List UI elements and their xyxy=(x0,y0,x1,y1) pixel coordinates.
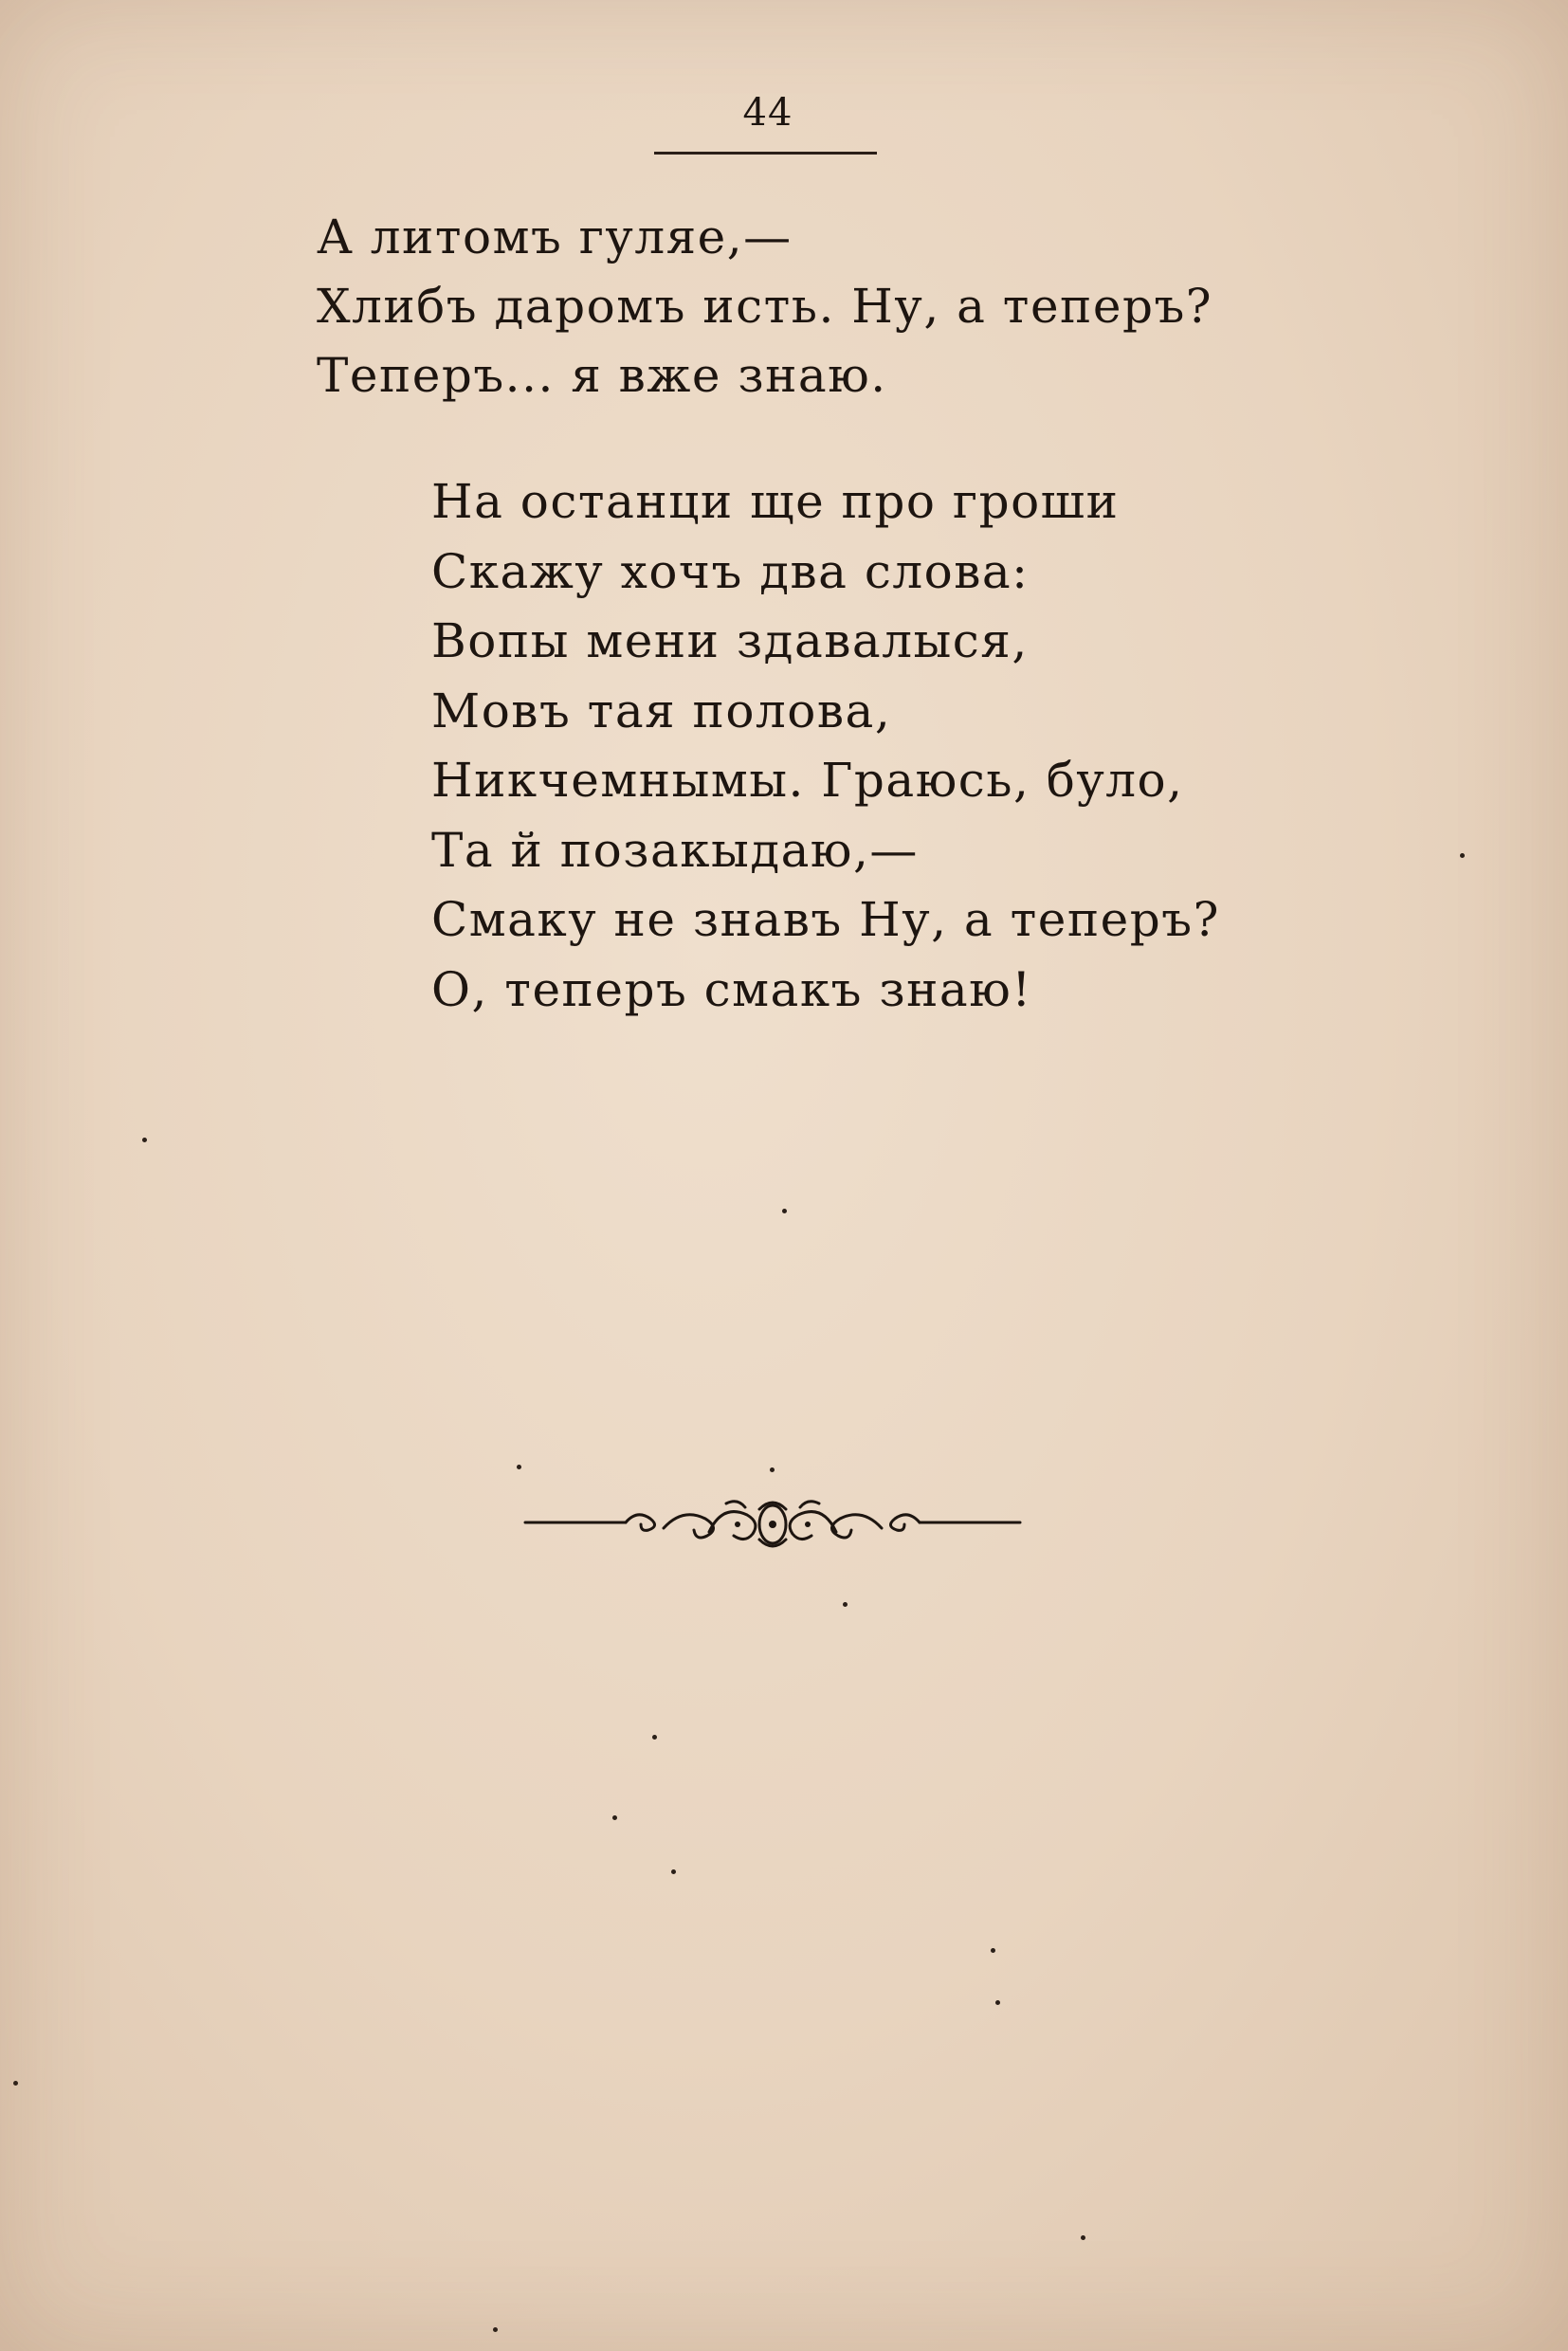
verse-line: На останци ще про гроши xyxy=(431,474,1120,529)
verse-line: Никчемнымы. Граюсь, було, xyxy=(431,753,1184,808)
print-speck xyxy=(995,2000,1000,2005)
stanza-2 xyxy=(431,467,1220,1025)
verse-line: Вопы мени здавалыся, xyxy=(431,613,1029,668)
verse-line: Мовъ тая полова, xyxy=(431,683,892,738)
print-speck xyxy=(843,1602,848,1607)
print-speck xyxy=(1081,2235,1085,2240)
print-speck xyxy=(671,1869,676,1874)
print-speck xyxy=(991,1948,995,1953)
print-speck xyxy=(652,1735,657,1740)
print-speck xyxy=(1460,853,1465,858)
page-number: 44 xyxy=(742,91,793,135)
print-speck xyxy=(612,1815,617,1820)
print-speck xyxy=(517,1465,521,1469)
print-speck xyxy=(782,1209,787,1213)
print-speck xyxy=(493,2327,498,2332)
verse-line: Та й позакыдаю,— xyxy=(431,822,919,878)
verse-line: Смаку не знавъ Ну, а теперъ? xyxy=(431,892,1220,947)
print-speck xyxy=(770,1467,775,1472)
verse-line: А литомъ гуляе,— xyxy=(317,210,793,264)
stanza-1 xyxy=(317,203,1212,410)
verse-line: Хлибъ даромъ исть. Ну, а теперъ? xyxy=(317,279,1213,334)
print-speck xyxy=(142,1138,147,1142)
verse-line: Теперъ... я вже знаю. xyxy=(317,348,887,403)
header-rule xyxy=(654,152,877,155)
print-speck xyxy=(13,2081,18,2086)
verse-line: О, теперъ смакъ знаю! xyxy=(431,961,1032,1017)
scroll-ornament-icon xyxy=(521,1490,1024,1557)
verse-line: Скажу хочъ два слова: xyxy=(431,543,1030,599)
